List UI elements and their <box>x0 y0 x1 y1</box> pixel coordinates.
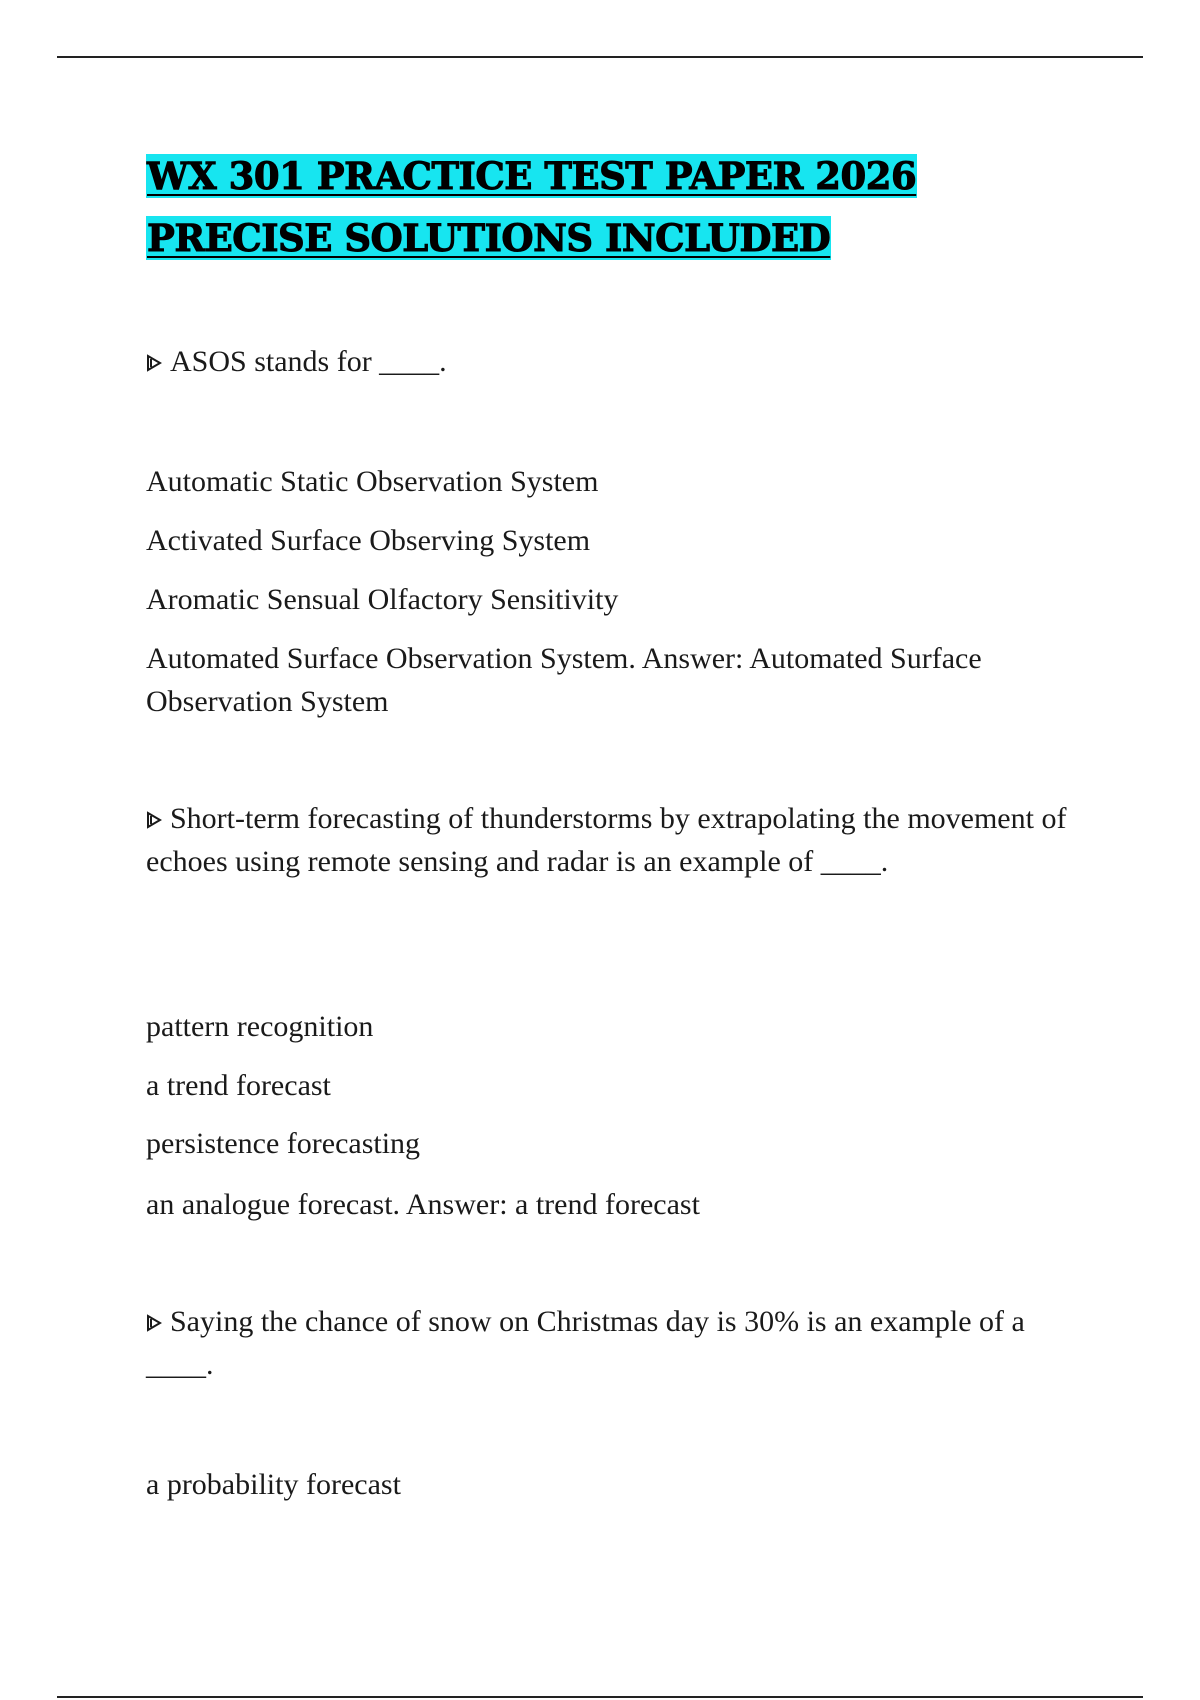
question-2-text: Short-term forecasting of thunderstorms by extrapolating the movement of echoes using remote sensing and radar is an example of ____. <box>146 802 1067 878</box>
question-3-option-1: a probability forecast <box>146 1468 401 1501</box>
question-2-option-3: persistence forecasting <box>146 1127 421 1160</box>
triangle-marker-icon <box>146 354 162 372</box>
question-2-option-4: an analogue forecast. Answer: a trend forecast <box>146 1188 700 1221</box>
triangle-marker-icon <box>146 1314 162 1332</box>
question-3-text: Saying the chance of snow on Christmas day is 30% is an example of a ____. <box>146 1305 1025 1381</box>
title-line-1: WX 301 PRACTICE TEST PAPER 2026 <box>147 154 917 198</box>
title-line-2: PRECISE SOLUTIONS INCLUDED <box>147 216 831 260</box>
question-2 <box>146 797 1076 883</box>
document-title <box>146 145 917 269</box>
top-divider <box>57 56 1143 58</box>
question-1 <box>146 340 1076 383</box>
question-1-option-3: Aromatic Sensual Olfactory Sensitivity <box>146 583 619 616</box>
question-2-option-2: a trend forecast <box>146 1069 331 1102</box>
question-1-option-2: Activated Surface Observing System <box>146 524 591 557</box>
question-3 <box>146 1300 1076 1386</box>
question-1-option-4: Automated Surface Observation System. Answer: Automated Surface Observation System <box>146 642 982 718</box>
question-1-text: ASOS stands for ____. <box>170 345 447 378</box>
bottom-divider <box>57 1696 1143 1698</box>
question-2-option-1: pattern recognition <box>146 1010 374 1043</box>
triangle-marker-icon <box>146 811 162 829</box>
question-1-option-1: Automatic Static Observation System <box>146 465 599 498</box>
